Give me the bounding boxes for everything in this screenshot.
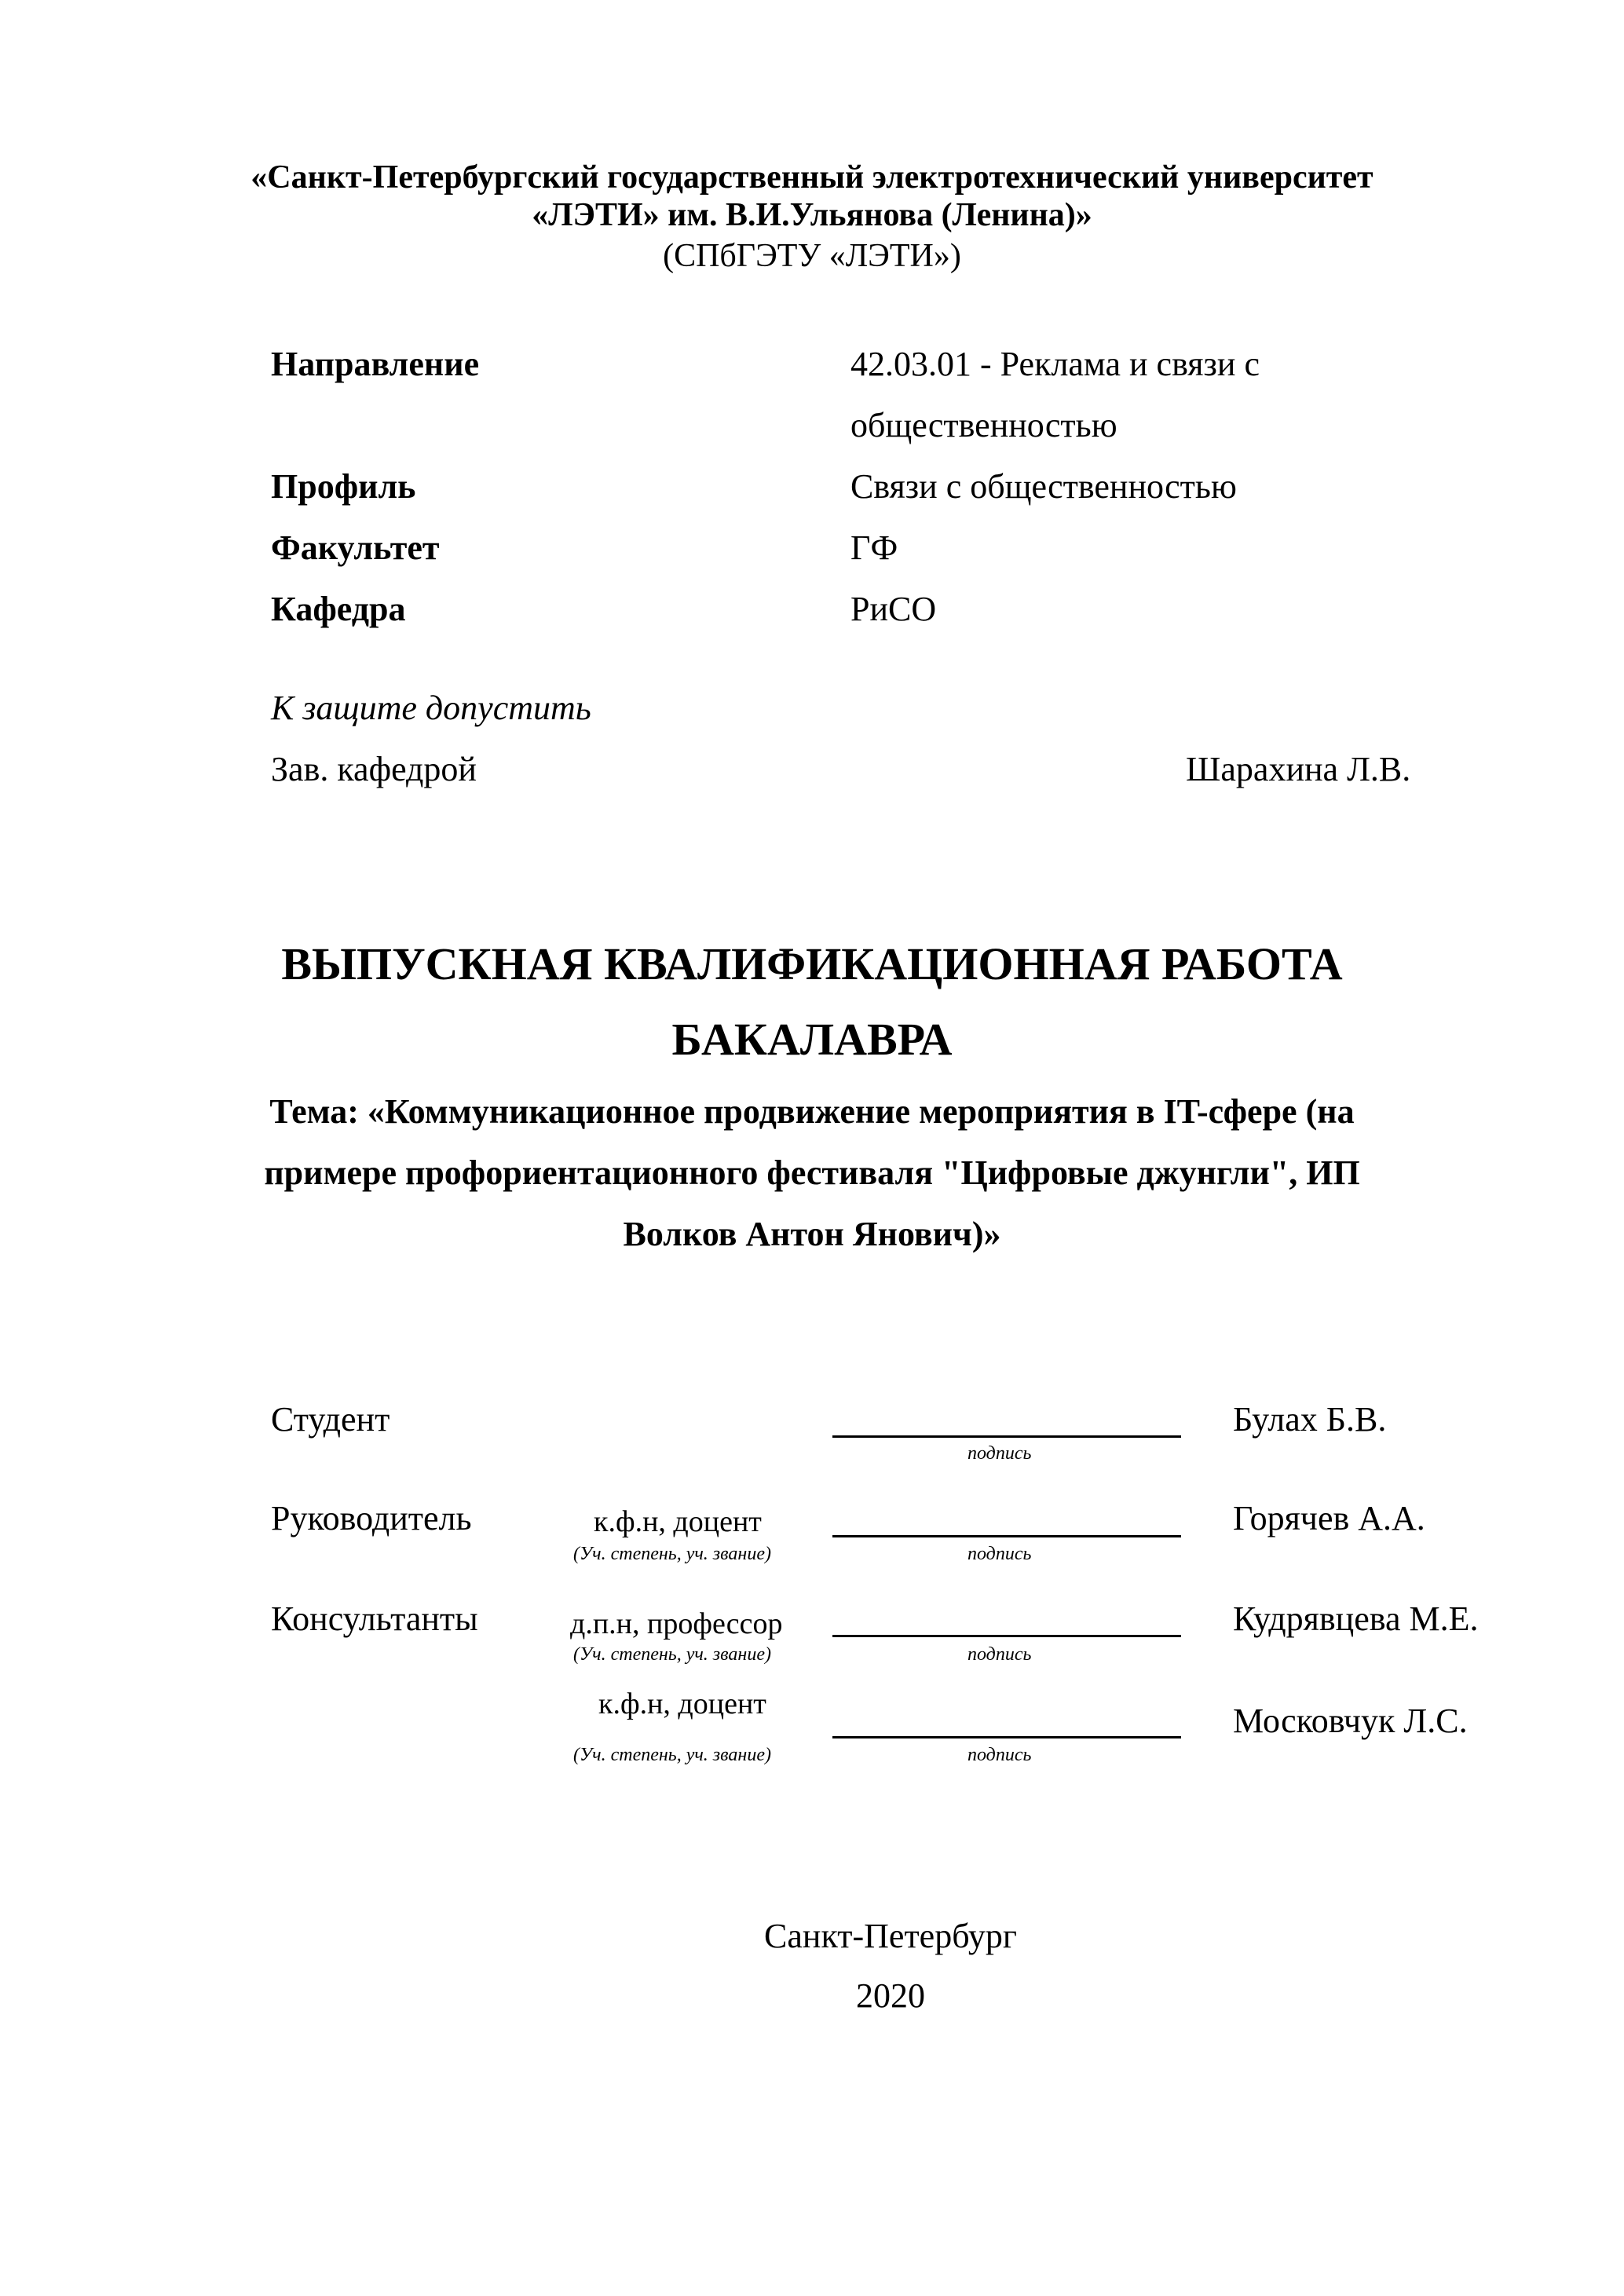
footer-city: Санкт-Петербург (764, 1917, 1017, 1955)
student-signature-line (832, 1435, 1181, 1438)
info-label-direction: Направление (271, 345, 480, 383)
topic-line3: Волков Антон Янович)» (623, 1215, 1001, 1253)
supervisor-degree: к.ф.н, доцент (594, 1505, 762, 1538)
info-value-department: РиСО (850, 590, 937, 628)
consultants-label: Консультанты (271, 1600, 478, 1638)
work-title-line1: ВЫПУСКНАЯ КВАЛИФИКАЦИОННАЯ РАБОТА (281, 938, 1343, 989)
supervisor-degree-caption: (Уч. степень, уч. звание) (573, 1544, 771, 1564)
supervisor-role: Руководитель (271, 1499, 472, 1537)
consultant1-signature-line (832, 1635, 1181, 1637)
consultant1-signature-caption: подпись (967, 1644, 1032, 1665)
student-role: Студент (271, 1400, 390, 1439)
approval-name: Шарахина Л.В. (1186, 750, 1411, 788)
supervisor-signature-caption: подпись (967, 1544, 1032, 1564)
student-name: Булах Б.В. (1233, 1400, 1387, 1439)
work-title-line2: БАКАЛАВРА (671, 1014, 953, 1065)
info-value-faculty: ГФ (850, 528, 898, 567)
supervisor-name: Горячев А.А. (1233, 1499, 1425, 1537)
info-label-faculty: Факультет (271, 528, 440, 567)
topic-line2: примере профориентационного фестиваля "Цифровые джунгли", ИП (264, 1153, 1360, 1192)
topic-line1: Тема: «Коммуникационное продвижение мероприятия в IT-сфере (на (269, 1092, 1355, 1131)
consultant2-signature-caption: подпись (967, 1745, 1032, 1765)
consultant2-signature-line (832, 1736, 1181, 1738)
supervisor-signature-line (832, 1535, 1181, 1537)
approval-note: К защите допустить (271, 689, 591, 727)
consultant2-degree-caption: (Уч. степень, уч. звание) (573, 1745, 771, 1765)
university-name-line1: «Санкт-Петербургский государственный электротехнический университет (251, 159, 1373, 196)
info-value-profile: Связи с общественностью (850, 467, 1237, 506)
consultant1-degree-caption: (Уч. степень, уч. звание) (573, 1644, 771, 1665)
consultant1-name: Кудрявцева М.Е. (1233, 1600, 1479, 1638)
consultant1-degree: д.п.н, профессор (570, 1607, 783, 1640)
consultant2-name: Московчук Л.С. (1233, 1702, 1468, 1740)
university-abbrev: (СПбГЭТУ «ЛЭТИ») (663, 238, 961, 274)
info-value-direction: 42.03.01 - Реклама и связи с (850, 345, 1260, 383)
info-label-department: Кафедра (271, 590, 406, 628)
student-signature-caption: подпись (967, 1443, 1032, 1464)
consultant2-degree: к.ф.н, доцент (598, 1687, 766, 1720)
info-value-direction-cont: общественностью (850, 406, 1117, 444)
footer-year: 2020 (856, 1976, 925, 2015)
university-name-line2: «ЛЭТИ» им. В.И.Ульянова (Ленина)» (532, 197, 1092, 233)
info-label-profile: Профиль (271, 467, 416, 506)
approval-role: Зав. кафедрой (271, 750, 477, 788)
